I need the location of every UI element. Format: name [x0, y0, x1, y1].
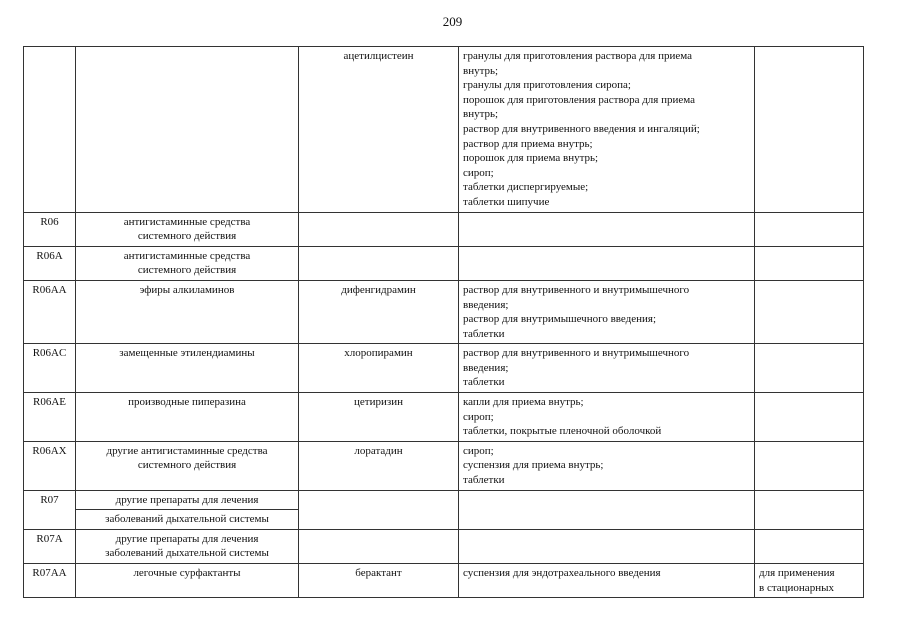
- dosage-form-line: гранулы для приготовления раствора для приема: [463, 50, 692, 62]
- note-cell: [755, 564, 864, 598]
- atc-code: R06: [40, 215, 59, 228]
- dosage-form-line: сироп;: [463, 444, 494, 457]
- group-line: другие антигистаминные средства: [106, 444, 268, 457]
- atc-code-cell: [24, 564, 76, 598]
- drug-name-cell: [299, 212, 459, 246]
- dosage-form-line: таблетки: [463, 327, 505, 340]
- note-line: в стационарных: [759, 581, 834, 594]
- table-row: [24, 47, 864, 213]
- table-row: [24, 212, 864, 246]
- dosage-form-line: раствор для внутривенного и внутримышечного: [463, 347, 690, 360]
- atc-code-cell: [24, 529, 76, 563]
- group-line: заболеваний дыхательной системы: [105, 547, 269, 560]
- atc-code-cell: [24, 47, 76, 213]
- atc-code: R06AC: [32, 347, 67, 360]
- group-line: производные пиперазина: [128, 396, 246, 409]
- atc-code-cell: [24, 246, 76, 280]
- anatomical-group-cell: [76, 490, 299, 529]
- dosage-forms-cell: [459, 393, 755, 442]
- group-line: заболеваний дыхательной системы: [105, 513, 269, 526]
- drug-name-cell: [299, 529, 459, 563]
- dosage-form-line: введения;: [463, 298, 509, 311]
- dosage-forms-cell: [459, 529, 755, 563]
- drug-name-cell: [299, 47, 459, 213]
- dosage-form-line: порошок для приема внутрь;: [463, 152, 599, 165]
- group-line: системного действия: [137, 264, 237, 277]
- drug-name-cell: [299, 490, 459, 529]
- anatomical-group-cell: [76, 280, 299, 343]
- anatomical-group-cell: [76, 344, 299, 393]
- group-line: системного действия: [137, 230, 237, 243]
- dosage-forms-cell: [459, 564, 755, 598]
- table-row: [24, 344, 864, 393]
- atc-code: R06A: [36, 249, 63, 262]
- dosage-form-line: раствор для внутривенного введения и ингаляций;: [463, 122, 700, 135]
- anatomical-group-cell: [76, 212, 299, 246]
- note-cell: [755, 529, 864, 563]
- table-row: [24, 564, 864, 598]
- dosage-form-line: внутрь;: [463, 108, 499, 121]
- dosage-form-line: сироп;: [463, 166, 494, 179]
- dosage-form-line: капли для приема внутрь;: [463, 396, 584, 409]
- dosage-form-line: внутрь;: [463, 64, 499, 77]
- note-cell: [755, 393, 864, 442]
- note-cell: [755, 441, 864, 490]
- atc-code-cell: [24, 344, 76, 393]
- dosage-form-line: таблетки: [463, 474, 505, 487]
- note-cell: [755, 212, 864, 246]
- dosage-forms-cell: [459, 246, 755, 280]
- drug-name-cell: [299, 564, 459, 598]
- atc-code: R06AA: [32, 283, 67, 296]
- drug-name-cell: [299, 393, 459, 442]
- anatomical-group-cell: [76, 246, 299, 280]
- dosage-form-line: таблетки шипучие: [463, 195, 550, 208]
- atc-code-cell: [24, 441, 76, 490]
- drug-name-cell: [299, 246, 459, 280]
- group-line: другие препараты для лечения: [76, 491, 298, 511]
- drug-name: цетиризин: [354, 396, 403, 409]
- anatomical-group-cell: [76, 47, 299, 213]
- group-line: замещенные этилендиамины: [119, 347, 255, 360]
- dosage-forms-cell: [459, 280, 755, 343]
- group-line: антигистаминные средства: [123, 215, 251, 228]
- group-line: эфиры алкиламинов: [139, 283, 235, 296]
- table-row: [24, 490, 864, 529]
- atc-code: R07: [40, 493, 59, 506]
- group-line: легочные сурфактанты: [133, 567, 241, 579]
- group-line: системного действия: [137, 459, 237, 472]
- drug-name: ацетилцистеин: [343, 50, 414, 62]
- note-cell: [755, 490, 864, 529]
- drug-name: дифенгидрамин: [341, 283, 416, 296]
- atc-code: R06AX: [32, 444, 67, 457]
- note-cell: [755, 280, 864, 343]
- table-row: [24, 280, 864, 343]
- dosage-form-line: таблетки, покрытые пленочной оболочкой: [463, 425, 662, 438]
- drug-name-cell: [299, 344, 459, 393]
- atc-code-cell: [24, 490, 76, 529]
- note-cell: [755, 246, 864, 280]
- dosage-forms-cell: [459, 212, 755, 246]
- note-line: для применения: [759, 567, 835, 579]
- anatomical-group-cell: [76, 564, 299, 598]
- atc-code-cell: [24, 212, 76, 246]
- atc-code-cell: [24, 280, 76, 343]
- dosage-form-line: суспензия для эндотрахеального введения: [463, 567, 661, 579]
- drug-name-cell: [299, 441, 459, 490]
- atc-code: R07AA: [32, 567, 67, 579]
- dosage-form-line: введения;: [463, 361, 509, 374]
- dosage-form-line: раствор для внутримышечного введения;: [463, 313, 657, 326]
- dosage-form-line: раствор для приема внутрь;: [463, 137, 593, 150]
- dosage-form-line: раствор для внутривенного и внутримышечного: [463, 283, 690, 296]
- table-row: [24, 393, 864, 442]
- dosage-forms-cell: [459, 490, 755, 529]
- table-row: [24, 441, 864, 490]
- atc-code-cell: [24, 393, 76, 442]
- drug-name: хлоропирамин: [344, 347, 413, 360]
- dosage-forms-cell: [459, 344, 755, 393]
- drug-name: лоратадин: [354, 444, 403, 457]
- dosage-form-line: суспензия для приема внутрь;: [463, 459, 604, 472]
- dosage-forms-cell: [459, 441, 755, 490]
- page-number: 209: [442, 14, 463, 29]
- drug-name-cell: [299, 280, 459, 343]
- atc-code: R07A: [36, 532, 63, 545]
- table-row: [24, 529, 864, 563]
- group-line: антигистаминные средства: [123, 249, 251, 262]
- dosage-form-line: таблетки: [463, 376, 505, 389]
- anatomical-group-cell: [76, 441, 299, 490]
- drug-table: [23, 46, 864, 598]
- dosage-form-line: таблетки диспергируемые;: [463, 181, 589, 194]
- dosage-forms-cell: [459, 47, 755, 213]
- note-cell: [755, 344, 864, 393]
- dosage-form-line: порошок для приготовления раствора для приема: [463, 93, 696, 106]
- dosage-form-line: сироп;: [463, 410, 494, 423]
- table-row: [24, 246, 864, 280]
- group-line: другие препараты для лечения: [115, 532, 259, 545]
- note-cell: [755, 47, 864, 213]
- dosage-form-line: гранулы для приготовления сиропа;: [463, 79, 631, 92]
- atc-code: R06AE: [33, 396, 66, 409]
- table-body: [24, 47, 864, 598]
- anatomical-group-cell: [76, 393, 299, 442]
- drug-name: берактант: [355, 567, 402, 579]
- anatomical-group-cell: [76, 529, 299, 563]
